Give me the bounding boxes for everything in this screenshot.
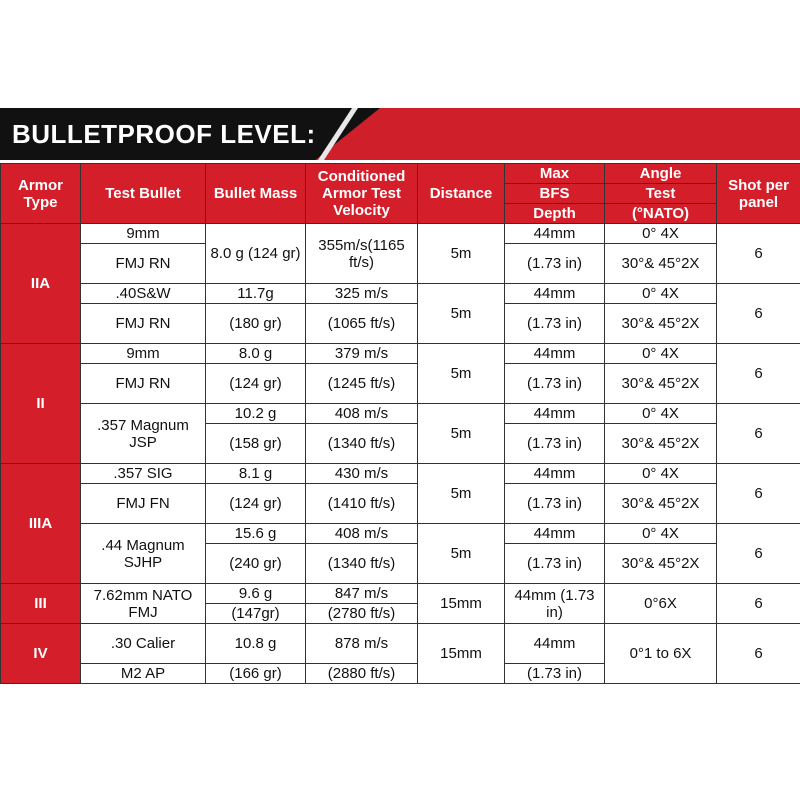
shots-cell: 6 [717, 224, 800, 284]
velocity-cell: (1065 ft/s) [306, 304, 418, 344]
armor-type-cell: IIA [1, 224, 81, 344]
mass-cell: (180 gr) [206, 304, 306, 344]
depth-cell: (1.73 in) [505, 304, 605, 344]
angle-cell: 0° 4X [605, 344, 717, 364]
depth-cell: 44mm (1.73 in) [505, 584, 605, 624]
table-row [1, 624, 800, 664]
shots-cell: 6 [717, 464, 800, 524]
shots-cell: 6 [717, 404, 800, 464]
velocity-cell: (2780 ft/s) [306, 604, 418, 624]
bullet-cell: 9mm [81, 344, 206, 364]
table-row [1, 284, 800, 304]
bullet-cell: 7.62mm NATO FMJ [81, 584, 206, 624]
velocity-cell: (2880 ft/s) [306, 664, 418, 684]
depth-cell: (1.73 in) [505, 664, 605, 684]
distance-cell: 15mm [418, 624, 505, 684]
header-angle: Angle [605, 164, 717, 184]
depth-cell: (1.73 in) [505, 364, 605, 404]
angle-cell: 0° 4X [605, 224, 717, 244]
shots-cell: 6 [717, 524, 800, 584]
bullet-cell: M2 AP [81, 664, 206, 684]
angle-cell: 30°& 45°2X [605, 544, 717, 584]
header-test-bullet: Test Bullet [81, 164, 206, 224]
bulletproof-level-table [0, 163, 800, 684]
armor-type-cell: IV [1, 624, 81, 684]
depth-cell: (1.73 in) [505, 544, 605, 584]
distance-cell: 5m [418, 224, 505, 284]
distance-cell: 5m [418, 464, 505, 524]
depth-cell: 44mm [505, 284, 605, 304]
armor-type-cell: III [1, 584, 81, 624]
angle-cell: 0° 4X [605, 404, 717, 424]
velocity-cell: 379 m/s [306, 344, 418, 364]
bullet-cell: 9mm [81, 224, 206, 244]
table-row [1, 404, 800, 424]
mass-cell: 9.6 g [206, 584, 306, 604]
velocity-cell: (1340 ft/s) [306, 424, 418, 464]
velocity-cell: (1340 ft/s) [306, 544, 418, 584]
table-row [1, 584, 800, 604]
table-row [1, 364, 800, 404]
header-row [1, 164, 800, 184]
mass-cell: (147gr) [206, 604, 306, 624]
table-row [1, 224, 800, 244]
bullet-cell: .357 Magnum JSP [81, 404, 206, 464]
table-row [1, 344, 800, 364]
distance-cell: 5m [418, 284, 505, 344]
depth-cell: 44mm [505, 224, 605, 244]
depth-cell: 44mm [505, 624, 605, 664]
mass-cell: 8.0 g [206, 344, 306, 364]
velocity-cell: 408 m/s [306, 404, 418, 424]
mass-cell: 10.8 g [206, 624, 306, 664]
depth-cell: (1.73 in) [505, 484, 605, 524]
bullet-cell: FMJ RN [81, 304, 206, 344]
bullet-cell: .44 Magnum SJHP [81, 524, 206, 584]
distance-cell: 5m [418, 344, 505, 404]
title-banner [0, 108, 800, 160]
velocity-cell: 355m/s(1165 ft/s) [306, 224, 418, 284]
armor-type-cell: IIIA [1, 464, 81, 584]
distance-cell: 5m [418, 404, 505, 464]
header-nato: (°NATO) [605, 204, 717, 224]
depth-cell: 44mm [505, 344, 605, 364]
bullet-cell: FMJ RN [81, 364, 206, 404]
velocity-cell: (1410 ft/s) [306, 484, 418, 524]
header-bfs: BFS [505, 184, 605, 204]
header-shots: Shot per panel [717, 164, 800, 224]
mass-cell: 8.0 g (124 gr) [206, 224, 306, 284]
header-depth: Depth [505, 204, 605, 224]
mass-cell: 11.7g [206, 284, 306, 304]
angle-cell: 0°6X [605, 584, 717, 624]
shots-cell: 6 [717, 624, 800, 684]
table-row [1, 484, 800, 524]
shots-cell: 6 [717, 584, 800, 624]
shots-cell: 6 [717, 284, 800, 344]
mass-cell: (124 gr) [206, 364, 306, 404]
depth-cell: 44mm [505, 524, 605, 544]
velocity-cell: 878 m/s [306, 624, 418, 664]
shots-cell: 6 [717, 344, 800, 404]
header-distance: Distance [418, 164, 505, 224]
armor-type-cell: II [1, 344, 81, 464]
page-title: BULLETPROOF LEVEL: [12, 119, 316, 149]
header-armor-type: Armor Type [1, 164, 81, 224]
bullet-cell: .40S&W [81, 284, 206, 304]
depth-cell: (1.73 in) [505, 424, 605, 464]
bullet-cell: .357 SIG [81, 464, 206, 484]
mass-cell: 15.6 g [206, 524, 306, 544]
depth-cell: 44mm [505, 464, 605, 484]
table-row [1, 464, 800, 484]
table-row [1, 524, 800, 544]
header-bullet-mass: Bullet Mass [206, 164, 306, 224]
angle-cell: 30°& 45°2X [605, 304, 717, 344]
depth-cell: (1.73 in) [505, 244, 605, 284]
bullet-cell: FMJ FN [81, 484, 206, 524]
angle-cell: 30°& 45°2X [605, 484, 717, 524]
mass-cell: (158 gr) [206, 424, 306, 464]
mass-cell: 8.1 g [206, 464, 306, 484]
distance-cell: 15mm [418, 584, 505, 624]
angle-cell: 0°1 to 6X [605, 624, 717, 684]
velocity-cell: 408 m/s [306, 524, 418, 544]
table-row [1, 304, 800, 344]
mass-cell: 10.2 g [206, 404, 306, 424]
bullet-cell: .30 Calier [81, 624, 206, 664]
header-test: Test [605, 184, 717, 204]
mass-cell: (166 gr) [206, 664, 306, 684]
velocity-cell: (1245 ft/s) [306, 364, 418, 404]
bullet-cell: FMJ RN [81, 244, 206, 284]
velocity-cell: 847 m/s [306, 584, 418, 604]
distance-cell: 5m [418, 524, 505, 584]
mass-cell: (240 gr) [206, 544, 306, 584]
angle-cell: 30°& 45°2X [605, 424, 717, 464]
angle-cell: 0° 4X [605, 284, 717, 304]
mass-cell: (124 gr) [206, 484, 306, 524]
angle-cell: 30°& 45°2X [605, 244, 717, 284]
angle-cell: 30°& 45°2X [605, 364, 717, 404]
depth-cell: 44mm [505, 404, 605, 424]
angle-cell: 0° 4X [605, 464, 717, 484]
angle-cell: 0° 4X [605, 524, 717, 544]
header-max: Max [505, 164, 605, 184]
velocity-cell: 325 m/s [306, 284, 418, 304]
velocity-cell: 430 m/s [306, 464, 418, 484]
header-velocity: Conditioned Armor Test Velocity [306, 164, 418, 224]
